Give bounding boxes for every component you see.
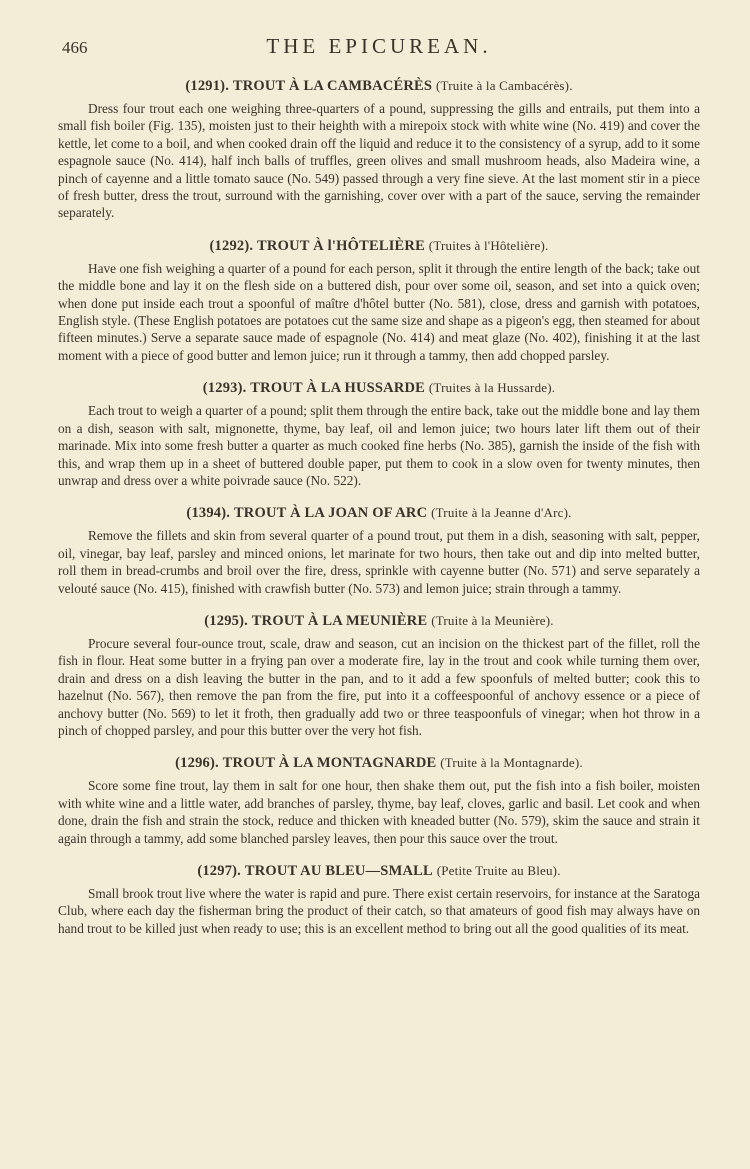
recipe-french-name: (Truite à la Jeanne d'Arc). (431, 505, 572, 521)
recipe-name: TROUT À LA JOAN OF ARC (233, 505, 428, 522)
recipe-1296 (58, 755, 700, 847)
recipe-name: TROUT À l'HÔTELIÈRE (257, 237, 425, 254)
recipe-body: Dress four trout each one weighing three-quarters of a pound, suppressing the gills and entrails, put them into a small fish boiler (Fig. 135), moisten just to their heighth with a mirepoix stock with white wine (No. 419) and cover the kettle, let come to a boil, and when cooked drain off the liquid and reduce it to the consistency of a syrup, add to it some espagnole sauce (No. 414), half inch balls of truffles, green olives and small mushroom heads, also Madeira wine, a pinch of cayenne and a little tomato sauce (No. 549) passed through a very fine sieve. At the last moment stir in a piece of fresh butter, dress the trout, surround with the garnishing, cover over with a part of the sauce, serving the remainder separately. (58, 101, 700, 221)
recipe-1292 (58, 238, 700, 364)
recipe-number: (1295). (204, 612, 248, 629)
page-header (58, 34, 700, 64)
recipe-name: TROUT AU BLEU—SMALL (244, 863, 433, 879)
running-title: THE EPICUREAN. (266, 34, 492, 58)
recipe-title (58, 238, 700, 255)
recipe-number: (1292). (209, 237, 254, 254)
recipe-name: TROUT À LA HUSSARDE (250, 380, 426, 397)
recipe-number: (1297). (197, 863, 241, 879)
recipe-name: TROUT À LA CAMBACÉRÈS (232, 78, 433, 94)
recipe-name: TROUT À LA MEUNIÈRE (251, 612, 428, 629)
recipe-1297 (58, 863, 700, 937)
recipe-body: Have one fish weighing a quarter of a pound for each person, split it through the entire length of the back; take out the middle bone and lay it on the flesh side on a buttered dish, pour over some oil, season, and set into a quick oven; when done put inside each trout a spoonful of maître d'hôtel butter (No. 581), close, dress and garnish with potatoes, English style. (These English potatoes are potatoes cut the same size and shape as a pigeon's egg, then steamed for about fifteen minutes.) Serve a separate sauce made of espagnole (No. 414) and meat glaze (No. 402), finishing it at the last moment with a piece of good butter and lemon juice; run it through a tammy, then add chopped parsley. (58, 260, 700, 363)
recipe-body: Each trout to weigh a quarter of a pound; split them through the entire back, take out the middle bone and lay them on a dish, season with salt, mignonette, thyme, bay leaf, oil and lemon juice; two hours later lift them out of their marinade. Mix into some fresh butter a quarter as much cooked fine herbs (No. 385), garnish the inside of the fish with this, and wrap them up in a sheet of buttered double paper, put them to cook in a slow oven for twenty minutes, then unwrap and dress over a white poivrade sauce (No. 522). (58, 403, 700, 488)
page-number: 466 (62, 38, 88, 57)
recipe-number: (1291). (185, 78, 230, 94)
recipe-french-name: (Truite à la Meunière). (431, 612, 554, 628)
recipe-1295 (58, 613, 700, 739)
recipe-1394 (58, 505, 700, 597)
recipe-body: Remove the fillets and skin from several quarter of a pound trout, put them in a dish, seasoning with salt, pepper, oil, vinegar, bay leaf, parsley and minced onions, let marinate for two hours, then take out and dip into melted butter, roll them in bread-crumbs and broil over the fire, dress, sprinkle with cayenne butter (No. 571) and serve separately a velouté sauce (No. 415), finished with crawfish butter (No. 573) and lemon juice; strain through a tammy. (58, 528, 700, 596)
recipe-number: (1296). (175, 755, 219, 772)
recipe-1291 (58, 78, 700, 222)
recipe-french-name: (Truite à la Cambacérès). (436, 78, 573, 93)
recipe-title (58, 505, 700, 522)
recipe-body: Procure several four-ounce trout, scale, draw and season, cut an incision on the thickest part of the fillet, roll the fish in flour. Heat some butter in a frying pan over a moderate fire, lay in the trout and cook while turning them over, drain and dress on a dish leaving the butter in the pan, and to it add a few spoonfuls of melted butter; cook this to hazelnut (No. 567), then remove the pan from the fire, put into it a coffeespoonful of anchovy essence or a piece of anchovy butter (No. 569) to let it froth, then gradually add two or three teaspoonfuls of vinegar; when hot throw in a pinch of chopped parsley, and pour this butter over the very hot fish. (58, 635, 700, 738)
recipe-title (58, 613, 700, 630)
recipe-1293 (58, 380, 700, 489)
recipe-name: TROUT À LA MONTAGNARDE (222, 755, 437, 772)
recipe-body: Small brook trout live where the water is rapid and pure. There exist certain reservoirs, for instance at the Saratoga Club, where each day the fisherman bring the product of their catch, so that amateurs of good fish may always have on hand trout to be killed just when ready to use; this is an excellent method to bring out all the good qualities of its meat. (58, 886, 700, 936)
recipe-title (58, 755, 700, 772)
recipe-title (58, 863, 700, 880)
recipe-title (58, 380, 700, 397)
recipe-french-name: (Truites à la Hussarde). (428, 380, 556, 396)
recipe-french-name: (Truites à l'Hôtelière). (428, 237, 549, 253)
recipe-number: (1293). (202, 380, 247, 397)
recipe-french-name: (Truite à la Montagnarde). (440, 755, 583, 771)
recipe-number: (1394). (186, 505, 231, 522)
recipe-french-name: (Petite Truite au Bleu). (436, 863, 561, 878)
recipe-title (58, 78, 700, 95)
recipe-body: Score some fine trout, lay them in salt for one hour, then shake them out, put the fish into a fish boiler, moisten with white wine and a little water, add branches of parsley, thyme, bay leaf, cloves, garlic and basil. Let cook and when done, drain the fish and strain the stock, reduce and thicken with kneaded butter (No. 579), skim the sauce and strain it again through a tammy, add some blanched parsley leaves, then pour this sauce over the trout. (58, 778, 700, 846)
